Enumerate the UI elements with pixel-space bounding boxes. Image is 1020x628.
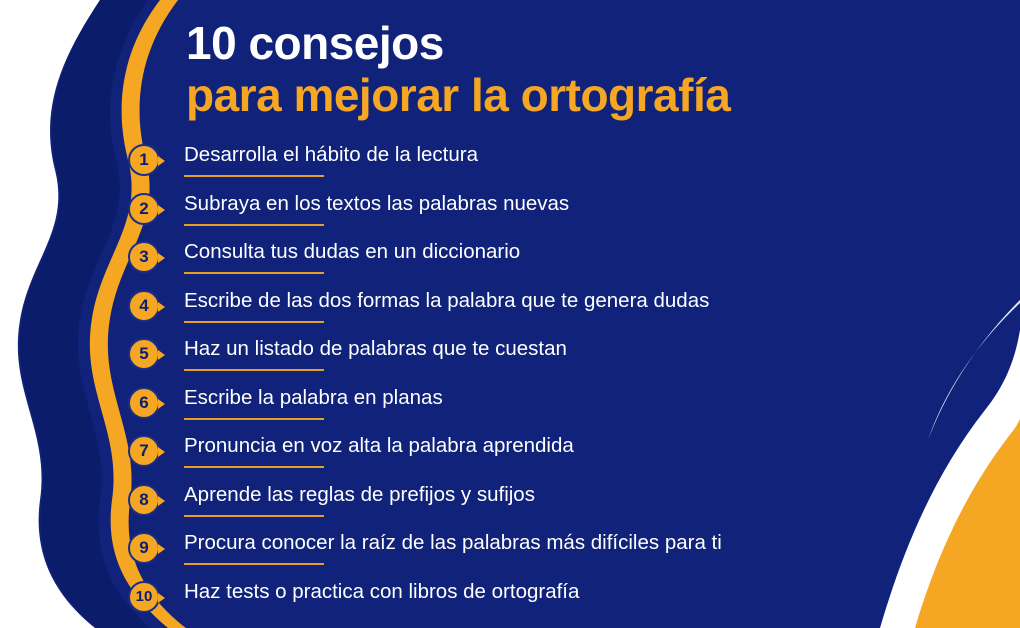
tip-underline — [184, 515, 324, 517]
tip-underline — [184, 175, 324, 177]
tip-text: Escribe la palabra en planas — [184, 385, 443, 409]
list-item — [128, 334, 1008, 383]
tip-text: Aprende las reglas de prefijos y sufijos — [184, 482, 535, 506]
tip-number-badge: 4 — [128, 290, 160, 322]
tip-number-badge: 1 — [128, 144, 160, 176]
tip-underline — [184, 466, 324, 468]
tip-text: Subraya en los textos las palabras nuevas — [184, 191, 570, 215]
tip-text: Haz un listado de palabras que te cuestan — [184, 337, 567, 360]
list-item — [128, 577, 1008, 626]
tip-underline — [184, 369, 324, 371]
list-item — [128, 237, 1008, 286]
list-item — [128, 431, 1008, 480]
tip-number-badge: 10 — [128, 581, 160, 613]
tip-underline — [184, 272, 324, 274]
tip-underline — [184, 418, 324, 420]
tip-text: Pronuncia en voz alta la palabra aprendida — [184, 434, 574, 457]
tip-text: Procura conocer la raíz de las palabras más difíciles para ti — [184, 531, 722, 554]
tip-number-badge: 3 — [128, 241, 160, 273]
tip-text: Escribe de las dos formas la palabra que te genera dudas — [184, 288, 710, 312]
tip-text: Consulta tus dudas en un diccionario — [184, 240, 521, 263]
title-line-1: 10 consejos — [186, 17, 444, 69]
tip-number-badge: 8 — [128, 484, 160, 516]
list-item — [128, 286, 1008, 335]
list-item — [128, 140, 1008, 189]
tip-number-badge: 9 — [128, 532, 160, 564]
list-item — [128, 528, 1008, 577]
tip-underline — [184, 224, 324, 226]
tip-number-badge: 6 — [128, 387, 160, 419]
tip-number-badge: 2 — [128, 193, 160, 225]
tip-number-badge: 5 — [128, 338, 160, 370]
tip-text: Haz tests o practica con libros de ortografía — [184, 579, 580, 603]
title-line-2: para mejorar la ortografía — [186, 68, 731, 121]
page-title — [186, 18, 986, 121]
tip-number-badge: 7 — [128, 435, 160, 467]
list-item — [128, 480, 1008, 529]
list-item — [128, 189, 1008, 238]
tip-underline — [184, 563, 324, 565]
tip-text: Desarrolla el hábito de la lectura — [184, 143, 478, 166]
tips-list — [128, 140, 1008, 625]
tip-underline — [184, 321, 324, 323]
list-item — [128, 383, 1008, 432]
